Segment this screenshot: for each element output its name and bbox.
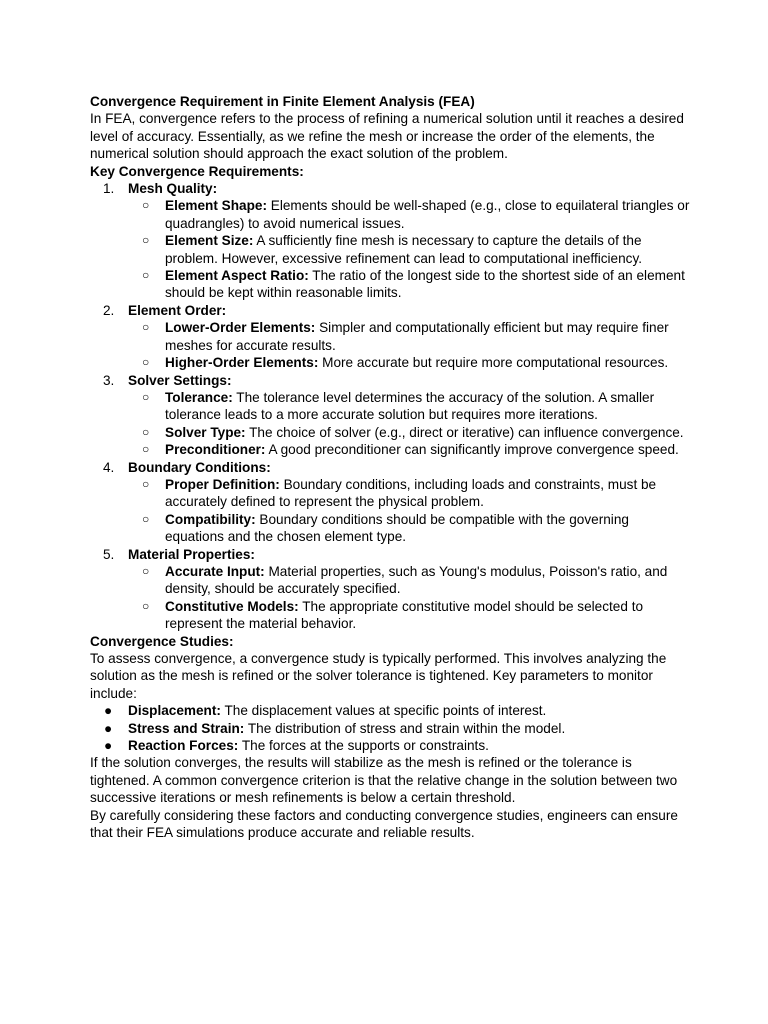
item-term: Stress and Strain: [128,720,245,736]
key-requirements-heading: Key Convergence Requirements: [90,163,304,179]
item-text: The tolerance level determines the accuracy of the solution. A smaller tolerance leads to a more accurate solution but requires more iterations. [165,389,655,423]
item-text: A sufficiently fine mesh is necessary to capture the details of the problem. However, excessive refinement can lead to computational inefficiency. [165,233,643,266]
studies-intro-paragraph: To assess convergence, a convergence study is typically performed. This involves analyzing the solution as the mesh is refined or the solver tolerance is tightened. Key parameters to monitor include: [90,651,667,701]
hollow-bullet-icon: ○ [142,424,150,439]
sub-list-item [90,563,690,598]
item-text: The choice of solver (e.g., direct or iterative) can influence convergence. [245,424,684,440]
item-text: Boundary conditions should be compatible with the governing equations and the chosen element type. [165,511,629,545]
item-term: Proper Definition: [165,476,280,492]
requirement-label: Element Order: [128,302,227,318]
sub-list-item [90,511,690,546]
item-text: More accurate but require more computational resources. [318,355,669,371]
sub-list-item [90,476,690,511]
requirement-label: Material Properties: [128,546,255,562]
item-term: Constitutive Models: [165,598,299,614]
hollow-bullet-icon: ○ [142,511,150,526]
intro-paragraph: In FEA, convergence refers to the process of refining a numerical solution until it reaches a desired level of accuracy. Essentially, as we refine the mesh or increase the order of the elements, the numerical solution should approach the exact solution of the problem. [90,111,684,162]
hollow-bullet-icon: ○ [142,233,150,248]
list-number: 1. [103,181,115,197]
item-text: Elements should be well-shaped (e.g., close to equilateral triangles or quadrangles) to avoid numerical issues. [165,198,690,231]
item-term: Accurate Input: [165,563,265,579]
item-text: The distribution of stress and strain within the model. [244,720,566,736]
item-term: Element Size: [165,233,254,249]
item-text: The displacement values at specific points of interest. [220,703,547,719]
hollow-bullet-icon: ○ [142,355,150,370]
item-text: The appropriate constitutive model should be selected to represent the material behavior. [165,598,644,632]
item-term: Element Shape: [165,198,267,214]
item-term: Compatibility: [165,511,256,527]
sub-list-item [90,441,690,458]
doc-title: Convergence Requirement in Finite Element Analysis (FEA) [90,94,475,109]
item-term: Element Aspect Ratio: [165,268,309,284]
list-number: 2. [103,302,115,318]
hollow-bullet-icon: ○ [142,476,150,491]
sub-list-item [90,319,690,354]
hollow-bullet-icon: ○ [142,563,150,578]
sub-list-item [90,197,690,232]
hollow-bullet-icon: ○ [142,320,150,335]
conclusion-paragraph: By carefully considering these factors and conducting convergence studies, engineers can ensure that their FEA simulations produce accurate and reliable results. [90,807,678,841]
bullet-icon: ● [104,703,113,719]
sub-list-item [90,354,690,371]
sub-list-item [90,267,690,302]
requirement-label: Boundary Conditions: [128,459,271,475]
item-text: Material properties, such as Young's modulus, Poisson's ratio, and density, should be accurately specified. [165,563,668,597]
item-text: Simpler and computationally efficient but may require finer meshes for accurate results. [165,320,669,353]
requirements-list [90,180,690,633]
requirement-item [90,459,690,476]
list-item [90,702,690,719]
sub-list-item [90,389,690,424]
hollow-bullet-icon: ○ [142,598,150,613]
hollow-bullet-icon: ○ [142,198,150,213]
item-text: The forces at the supports or constraints. [238,738,489,754]
item-term: Reaction Forces: [128,738,239,754]
item-term: Solver Type: [165,424,246,440]
requirement-label: Solver Settings: [128,372,232,388]
sub-list-item [90,232,690,267]
requirement-item [90,546,690,563]
list-item [90,737,690,754]
convergence-paragraph: If the solution converges, the results will stabilize as the mesh is refined or the tolerance is tightened. A common convergence criterion is that the relative change in the solution between two successive iterations or mesh refinements is below a certain threshold. [90,755,678,806]
requirement-item [90,302,690,319]
requirement-item [90,372,690,389]
item-text: Boundary conditions, including loads and constraints, must be accurately defined to represent the physical problem. [165,476,657,510]
bullet-icon: ● [104,738,113,754]
hollow-bullet-icon: ○ [142,442,150,457]
document-page [90,93,690,841]
item-term: Lower-Order Elements: [165,320,316,336]
hollow-bullet-icon: ○ [142,268,150,283]
item-term: Preconditioner: [165,442,266,458]
item-term: Higher-Order Elements: [165,355,319,371]
requirement-label: Mesh Quality: [128,181,218,197]
item-term: Displacement: [128,703,221,719]
studies-list [90,702,690,754]
item-term: Tolerance: [165,389,233,405]
list-number: 3. [103,372,115,388]
convergence-studies-heading: Convergence Studies: [90,633,234,649]
requirement-item [90,180,690,197]
hollow-bullet-icon: ○ [142,389,150,404]
sub-list-item [90,424,690,441]
item-text: The ratio of the longest side to the shortest side of an element should be kept within reasonable limits. [165,268,685,301]
list-number: 4. [103,459,115,475]
item-text: A good preconditioner can significantly improve convergence speed. [265,442,679,458]
list-item [90,720,690,737]
bullet-icon: ● [104,720,113,736]
list-number: 5. [103,546,115,562]
sub-list-item [90,598,690,633]
